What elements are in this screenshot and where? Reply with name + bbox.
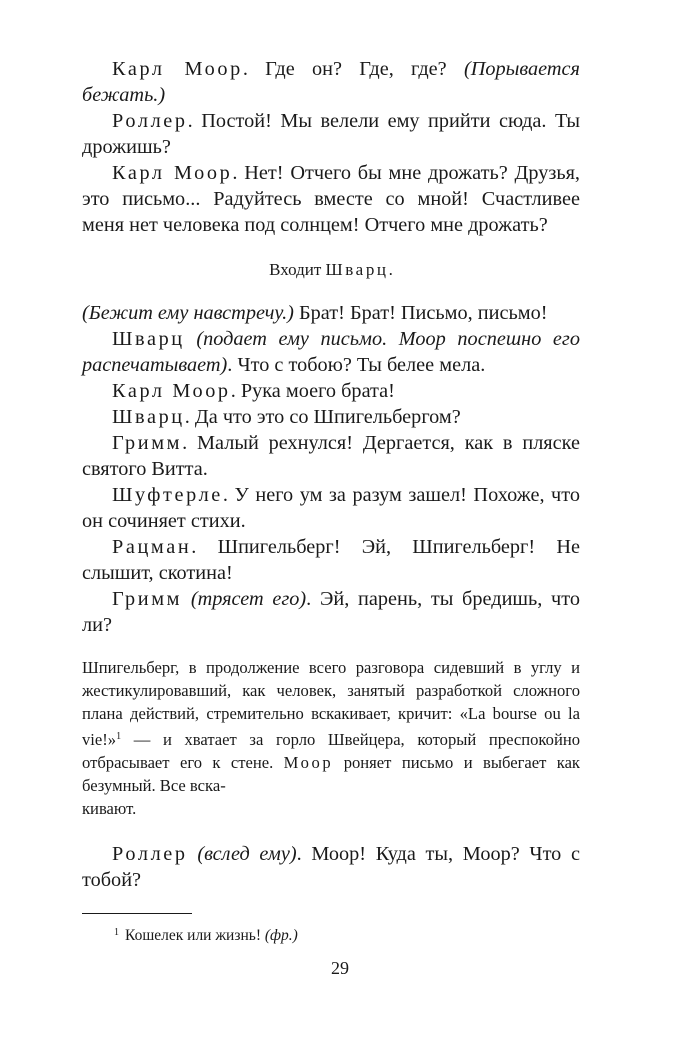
book-page — [82, 56, 580, 947]
speech-schufterle-1 — [82, 482, 580, 534]
speech-razmann-1 — [82, 534, 580, 586]
speech-schwarz-1 — [82, 326, 580, 378]
speaker-name: Гримм — [112, 588, 183, 610]
speaker-name: Карл Моор — [112, 58, 243, 80]
speaker-name: Карл Моор — [112, 162, 233, 184]
speaker-name: Роллер — [112, 843, 188, 865]
speech-karl-4 — [82, 378, 580, 404]
speech-text: . Что с тобою? Ты белее мела. — [227, 354, 486, 376]
footnote-number: 1 — [114, 927, 119, 938]
speaker-name: Шуфтерле — [112, 484, 223, 506]
stage-direction: (трясет его) — [182, 588, 307, 610]
speech-schwarz-2 — [82, 404, 580, 430]
speech-grimm-1 — [82, 430, 580, 482]
speech-text: Брат! Брат! Письмо, письмо! — [293, 302, 548, 324]
footnote-marker: 1 — [116, 731, 122, 742]
speech-text: . Да что это со Шпигельбергом? — [184, 406, 461, 428]
speech-text: . У него ум за разум зашел! Похоже, что он сочиняет стихи. — [82, 484, 580, 532]
stage-direction: (вслед ему) — [187, 843, 297, 865]
entrance-direction: Входит Шварц. — [269, 260, 393, 279]
speaker-name: Карл Моор — [112, 380, 231, 402]
speaker-name: Рацман — [112, 536, 192, 558]
speech-text: . Моор! Куда ты, Моор? Что с тобой? — [82, 843, 580, 891]
speaker-name: Шварц — [112, 328, 185, 350]
speaker-name: Роллер — [112, 110, 188, 132]
speaker-name: Моор — [283, 753, 334, 772]
speech-karl-1 — [82, 56, 580, 108]
speaker-name: Шварц — [112, 406, 185, 428]
page-number: 29 — [331, 958, 349, 978]
speaker-name: Шварц — [325, 260, 389, 279]
stage-direction: (Бежит ему навстречу.) — [82, 302, 294, 324]
speech-text: . Малый рехнулся! Дергается, как в пляске святого Витта. — [82, 432, 580, 480]
stage-direction: (подает ему письмо. Моор поспешно его распечатывает) — [82, 328, 580, 376]
stage-direction-block: Шпигельберг, в продолжение всего разговора сидевший в углу и жестикулировавший, как человек, занятый разработкой сложного плана действий, стремительно вскакивает, кричит: «La bourse ou la vie!»$^1$ — и хватает за горло Швейцера, который преспокойно отбрасывает его к стене. Моор роняет письмо и выбегает как безумный. Все вска- кивают. — [82, 658, 580, 818]
stage-direction: (Порывается бежать.) — [82, 58, 580, 106]
speech-roller-1 — [82, 108, 580, 160]
speech-text: . Шпигельберг! Эй, Шпигельберг! Не слышит, скотина! — [82, 536, 580, 584]
footnote: $^1$ Кошелек или жизнь! (фр.) — [114, 927, 298, 944]
speech-text: . Рука моего брата! — [230, 380, 395, 402]
speech-text: . Постой! Мы велели ему прийти сюда. Ты дрожишь? — [82, 110, 580, 158]
speech-text: . Где он? Где, где? — [242, 58, 464, 80]
speech-text: . Нет! Отчего бы мне дрожать? Друзья, это письмо... Радуйтесь вместе со мной! Счастливее меня нет человека под солнцем! Отчего мне дрожать? — [82, 162, 580, 236]
speech-karl-3 — [82, 300, 580, 326]
speech-text: . Эй, парень, ты бредишь, что ли? — [82, 588, 580, 636]
speech-grimm-2 — [82, 586, 580, 638]
speech-roller-2 — [82, 841, 580, 893]
speaker-name: Гримм — [112, 432, 183, 454]
speech-karl-2 — [82, 160, 580, 238]
footnote-separator — [82, 913, 192, 914]
